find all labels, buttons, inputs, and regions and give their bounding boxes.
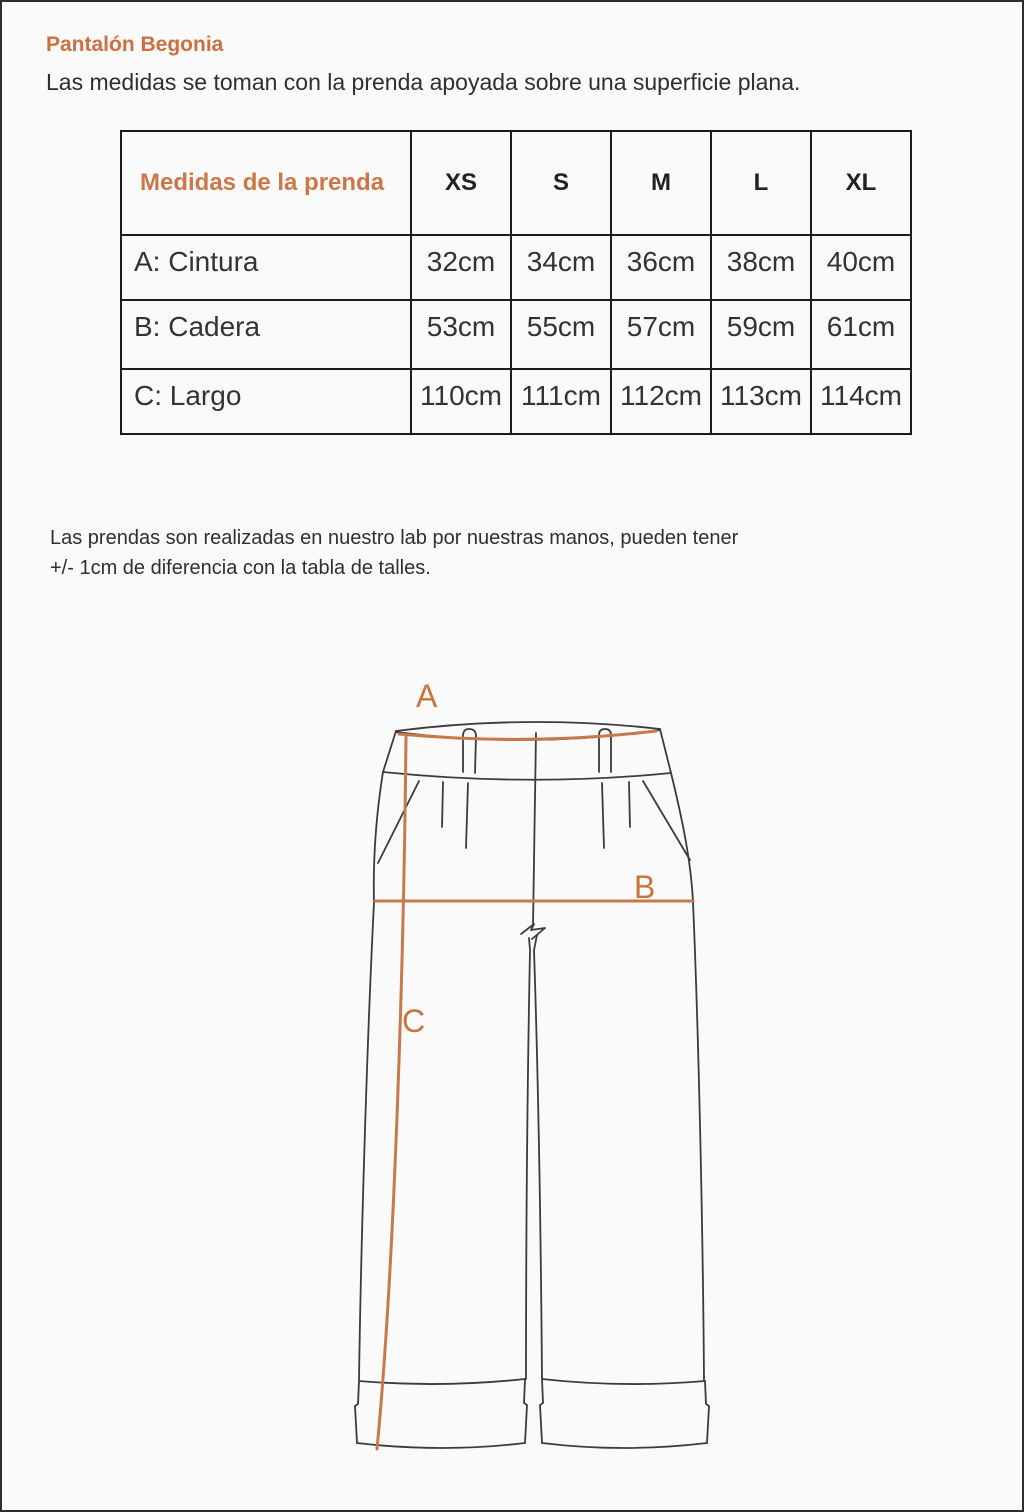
diagram-label-a: A [416, 678, 438, 714]
measure-row-label: A: Cintura [121, 235, 411, 300]
value-cell: 114cm [811, 369, 911, 434]
value-cell: 110cm [411, 369, 511, 434]
measure-row-label: B: Cadera [121, 300, 411, 369]
waistband-left-edge [383, 731, 396, 772]
value-cell: 59cm [711, 300, 811, 369]
cuff-right-top [542, 1379, 705, 1384]
disclaimer-line-1: Las prendas son realizadas en nuestro lab por nuestras manos, pueden tener [50, 527, 739, 549]
size-col-header-xs: XS [411, 131, 511, 235]
inseam-left-leg [526, 938, 530, 1379]
value-cell: 38cm [711, 235, 811, 300]
value-cell: 61cm [811, 300, 911, 369]
size-col-header-m: M [611, 131, 711, 235]
pleat-dart [602, 783, 604, 848]
value-cell: 34cm [511, 235, 611, 300]
value-cell: 53cm [411, 300, 511, 369]
pants-measurement-diagram [2, 2, 1022, 1510]
value-cell: 57cm [611, 300, 711, 369]
belt-loop-left [463, 729, 476, 773]
value-cell: 113cm [711, 369, 811, 434]
cuff-right-outer [705, 1381, 709, 1443]
waistband-right-edge [660, 729, 671, 773]
value-cell: 36cm [611, 235, 711, 300]
inseam-right-leg [534, 935, 542, 1379]
value-cell: 112cm [611, 369, 711, 434]
page-title: Pantalón Begonia [46, 33, 224, 56]
hem-right [542, 1443, 707, 1448]
hem-left [357, 1443, 525, 1448]
measure-line-a-waist [399, 731, 656, 739]
size-col-header-l: L [711, 131, 811, 235]
cuff-left-inner [524, 1379, 527, 1443]
pleat-dart [466, 783, 468, 848]
cuff-right-inner [540, 1379, 543, 1443]
measure-line-c-length [377, 736, 406, 1449]
pocket-line-right [643, 781, 690, 860]
waistband-bottom-seam [383, 772, 671, 780]
cuff-left-outer [355, 1381, 359, 1443]
pants-outline [355, 722, 709, 1448]
outer-seam-left [359, 772, 383, 1380]
outer-seam-right [671, 773, 704, 1380]
size-col-header-s: S [511, 131, 611, 235]
measure-instruction-text: Las medidas se toman con la prenda apoyada sobre una superficie plana. [46, 69, 801, 95]
size-col-header-xl: XL [811, 131, 911, 235]
diagram-label-c: C [402, 1003, 426, 1039]
center-front-seam [533, 733, 536, 926]
disclaimer-line-2: +/- 1cm de diferencia con la tabla de talles. [50, 557, 431, 579]
value-cell: 40cm [811, 235, 911, 300]
measure-row-label: C: Largo [121, 369, 411, 434]
waistband-top-curve [396, 722, 660, 731]
pleat-dart [629, 782, 630, 827]
diagram-label-b: B [634, 869, 656, 905]
pleat-dart [442, 782, 443, 827]
table-header-label: Medidas de la prenda [121, 131, 411, 235]
crotch-zipper-pull [521, 924, 545, 939]
value-cell: 32cm [411, 235, 511, 300]
pocket-line-left [378, 781, 419, 863]
value-cell: 55cm [511, 300, 611, 369]
value-cell: 111cm [511, 369, 611, 434]
